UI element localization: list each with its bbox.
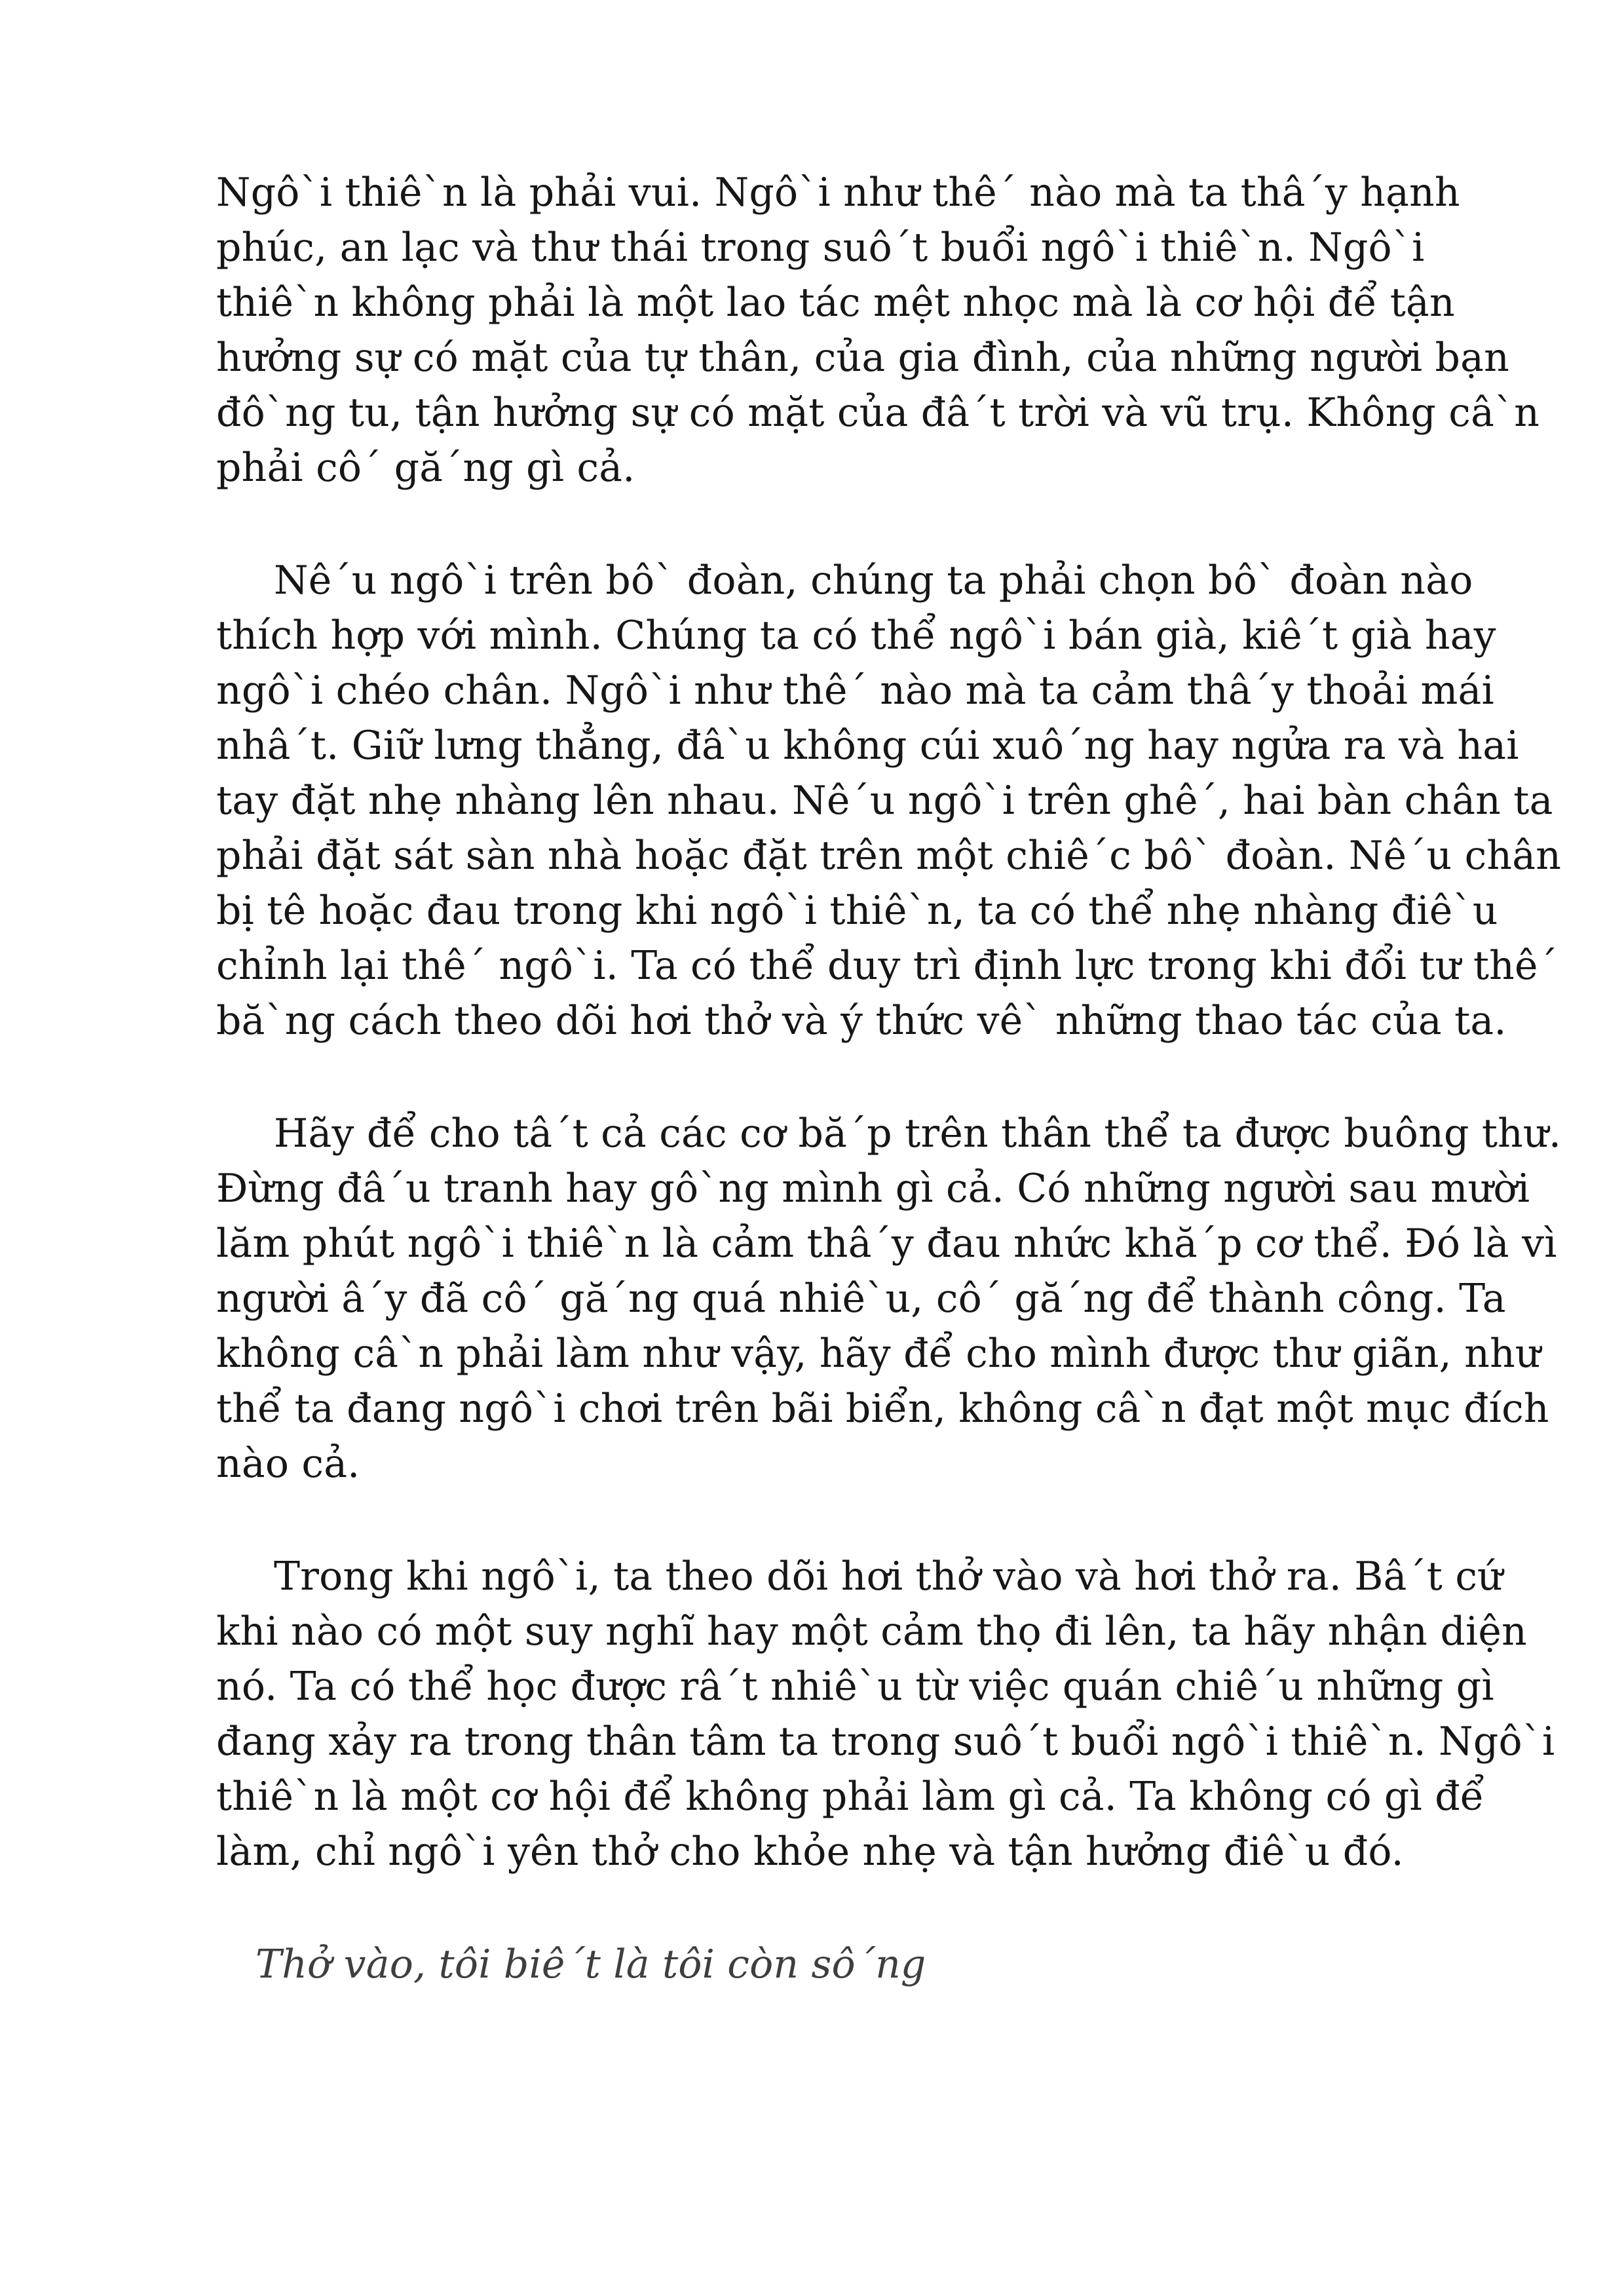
text-line: thể ta đang ngô`i chơi trên bãi biển, không câ`n đạt một mục đích — [216, 1386, 1549, 1432]
paragraph-1 — [216, 165, 1540, 495]
page-content — [216, 165, 1562, 1992]
text-line: ngô`i chéo chân. Ngô`i như thê´ nào mà ta cảm thâ´y thoải mái — [216, 668, 1494, 714]
text-line: Đừng đâ´u tranh hay gô`ng mình gì cả. Có những người sau mười — [216, 1166, 1530, 1212]
text-line: đô`ng tu, tận hưởng sự có mặt của đâ´t trời và vũ trụ. Không câ`n — [216, 390, 1540, 436]
text-line: phúc, an lạc và thư thái trong suô´t buổi ngô`i thiê`n. Ngô`i — [216, 225, 1425, 271]
text-line: Ngô`i thiê`n là phải vui. Ngô`i như thê´ nào mà ta thâ´y hạnh — [216, 170, 1460, 216]
text-line: thích hợp với mình. Chúng ta có thể ngô`i bán già, kiê´t già hay — [216, 613, 1496, 659]
text-line: Nê´u ngô`i trên bô` đoàn, chúng ta phải chọn bô` đoàn nào — [274, 558, 1473, 603]
paragraph-4 — [216, 1549, 1555, 1879]
text-line: nó. Ta có thể học được râ´t nhiê`u từ việc quán chiê´u những gì — [216, 1664, 1494, 1710]
text-line: bị tê hoặc đau trong khi ngô`i thiê`n, ta có thể nhẹ nhàng điê`u — [216, 888, 1498, 934]
text-line: phải cô´ gă´ng gì cả. — [216, 445, 635, 491]
text-line: Trong khi ngô`i, ta theo dõi hơi thở vào và hơi thở ra. Bâ´t cứ — [274, 1554, 1503, 1599]
text-line: khi nào có một suy nghĩ hay một cảm thọ đi lên, ta hãy nhận diện — [216, 1609, 1527, 1655]
text-line: làm, chỉ ngô`i yên thở cho khỏe nhẹ và tận hưởng điê`u đó. — [216, 1829, 1404, 1875]
text-line: người â´y đã cô´ gă´ng quá nhiê`u, cô´ gă´ng để thành công. Ta — [216, 1276, 1506, 1322]
text-line: thiê`n không phải là một lao tác mệt nhọc mà là cơ hội để tận — [216, 280, 1455, 326]
text-line: Hãy để cho tâ´t cả các cơ bă´p trên thân thể ta được buông thư. — [274, 1111, 1562, 1157]
text-line: bă`ng cách theo dõi hơi thở và ý thức vê` những thao tác của ta. — [216, 998, 1507, 1044]
text-line: thiê`n là một cơ hội để không phải làm gì cả. Ta không có gì để — [216, 1774, 1484, 1820]
text-line: phải đặt sát sàn nhà hoặc đặt trên một chiê´c bô` đoàn. Nê´u chân — [216, 833, 1562, 879]
text-line: tay đặt nhẹ nhàng lên nhau. Nê´u ngô`i trên ghê´, hai bàn chân ta — [216, 778, 1553, 824]
text-line: lăm phút ngô`i thiê`n là cảm thâ´y đau nhức khă´p cơ thể. Đó là vì — [216, 1221, 1557, 1267]
paragraph-2 — [216, 553, 1562, 1048]
breathing-quote — [216, 1937, 1382, 1992]
paragraph-3 — [216, 1106, 1562, 1491]
text-line: chỉnh lại thê´ ngô`i. Ta có thể duy trì định lực trong khi đổi tư thê´ — [216, 943, 1558, 989]
text-line: không câ`n phải làm như vậy, hãy để cho mình được thư giãn, như — [216, 1331, 1541, 1377]
text-line: đang xảy ra trong thân tâm ta trong suô´t buổi ngô`i thiê`n. Ngô`i — [216, 1719, 1555, 1765]
text-line: hưởng sự có mặt của tự thân, của gia đình, của những người bạn — [216, 335, 1509, 381]
text-line: nhâ´t. Giữ lưng thẳng, đâ`u không cúi xuô´ng hay ngửa ra và hai — [216, 723, 1519, 769]
text-line: nào cả. — [216, 1441, 360, 1487]
quote-text-line: Thở vào, tôi biê´t là tôi còn sô´ng — [255, 1942, 926, 1987]
